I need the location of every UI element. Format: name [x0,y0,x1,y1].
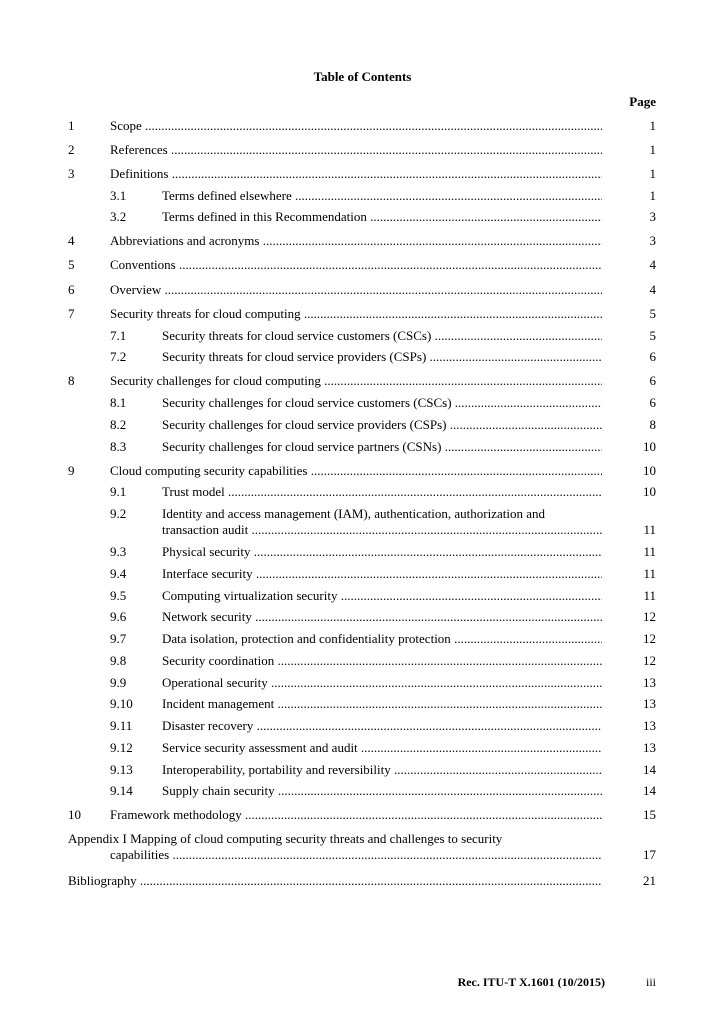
toc-entry-number: 9.4 [110,566,127,581]
toc-entry-number: 10 [68,807,81,822]
toc-entry-number: 5 [68,257,75,272]
toc-entry-text: Network security ..... [162,609,602,625]
toc-entry-page: 11 [643,588,656,603]
toc-entry-page: 1 [649,188,656,203]
toc-entry-text: Computing virtualization security ..... [162,588,602,604]
toc-entry-page: 14 [643,783,656,798]
toc-entry-page: 6 [649,373,656,388]
toc-entry-number: 9.12 [110,740,133,755]
toc-entry-page: 8 [649,417,656,432]
toc-entry-number: 9.13 [110,762,133,777]
toc-entry-number: 9.3 [110,544,127,559]
toc-entry-page: 14 [643,762,656,777]
toc-entry-number: 2 [68,142,75,157]
toc-entry-number: 9.8 [110,653,127,668]
toc-entry-number: 9 [68,463,75,478]
toc-entry-number: 9.10 [110,696,133,711]
toc-entry-text: Physical security ..... [162,544,602,560]
toc-entry-text: Conventions ..... [110,257,602,273]
toc-entry-text: Interface security ..... [162,566,602,582]
toc-entry-text: Security challenges for cloud computing ..... [110,373,602,389]
toc-entry-number: 8.2 [110,417,127,432]
toc-entry-page: 12 [643,653,656,668]
toc-entry-number: 7.2 [110,349,127,364]
toc-entry-text: Incident management ..... [162,696,602,712]
toc-entry-text: Security coordination ..... [162,653,602,669]
toc-entry-text: Scope ..... [110,118,602,134]
toc-entry-number: 3.2 [110,209,127,224]
toc-entry-number: 3 [68,166,75,181]
toc-entry-text: Disaster recovery ..... [162,718,602,734]
toc-entry-page: 10 [643,484,656,499]
toc-entry-page: 11 [643,544,656,559]
toc-entry-page: 4 [649,257,656,272]
footer-recommendation: Rec. ITU-T X.1601 (10/2015) [457,975,605,989]
toc-entry-text: Security challenges for cloud service providers (CSPs) ..... [162,417,602,433]
toc-entry-page: 10 [643,463,656,478]
toc-entry-text: Interoperability, portability and reversibility ..... [162,762,602,778]
toc-entry-text: Terms defined elsewhere ..... [162,188,602,204]
toc-entry-text: transaction audit ..... [162,522,602,538]
toc-entry-number: 7 [68,306,75,321]
toc-entry-page: 1 [649,118,656,133]
toc-entry-text: Definitions ..... [110,166,602,182]
toc-entry-number: 9.2 [110,506,127,521]
toc-entry-page: 1 [649,166,656,181]
toc-entry-number: 9.11 [110,718,133,733]
toc-entry-page: 5 [649,306,656,321]
toc-entry-page: 13 [643,696,656,711]
toc-entry-page: 6 [649,395,656,410]
toc-entry-text: Bibliography ..... [68,873,602,889]
toc-entry-text-line1: Appendix I Mapping of cloud computing security threats and challenges to security [68,831,503,846]
toc-entry-text: Supply chain security ..... [162,783,602,799]
toc-entry-page: 10 [643,439,656,454]
toc-entry-number: 7.1 [110,328,127,343]
toc-entry-page: 4 [649,282,656,297]
toc-entry-text: Security challenges for cloud service customers (CSCs) ..... [162,395,602,411]
toc-entry-number: 1 [68,118,75,133]
toc-entry-page: 17 [643,847,656,862]
toc-entry-number: 6 [68,282,75,297]
toc-entry-page: 13 [643,718,656,733]
toc-entry-page: 3 [649,209,656,224]
toc-entry-number: 9.9 [110,675,127,690]
toc-entry-page: 5 [649,328,656,343]
toc-entry-text: Security challenges for cloud service partners (CSNs) ..... [162,439,602,455]
toc-entry-text: Framework methodology ..... [110,807,602,823]
toc-entry-text: Abbreviations and acronyms ..... [110,233,602,249]
page-column-header: Page [629,94,656,109]
footer-page-number: iii [645,975,656,989]
toc-entry-text: capabilities ..... [110,847,602,863]
toc-entry-number: 3.1 [110,188,127,203]
toc-entry-text: Operational security ..... [162,675,602,691]
toc-entry-number: 8.1 [110,395,127,410]
toc-entry-text: Cloud computing security capabilities ..... [110,463,602,479]
toc-entry-page: 11 [643,566,656,581]
toc-entry-text: Security threats for cloud service providers (CSPs) ..... [162,349,602,365]
toc-entry-number: 8 [68,373,75,388]
toc-entry-text: References ..... [110,142,602,158]
toc-entry-page: 12 [643,631,656,646]
toc-title: Table of Contents [313,69,412,84]
toc-entry-number: 9.14 [110,783,133,798]
toc-entry-page: 6 [649,349,656,364]
toc-entry-page: 13 [643,740,656,755]
toc-entry-text: Security threats for cloud computing ..... [110,306,602,322]
toc-entry-page: 11 [643,522,656,537]
toc-entry-text-line1: Identity and access management (IAM), authentication, authorization and [162,506,545,521]
toc-entry-text: Terms defined in this Recommendation ..... [162,209,602,225]
toc-entry-page: 3 [649,233,656,248]
toc-entry-text: Data isolation, protection and confidentiality protection ..... [162,631,602,647]
toc-entry-page: 21 [643,873,656,888]
toc-entry-number: 9.5 [110,588,127,603]
toc-entry-text: Overview ..... [110,282,602,298]
toc-entry-number: 9.1 [110,484,127,499]
toc-entry-text: Service security assessment and audit ..... [162,740,602,756]
toc-entry-text: Trust model ..... [162,484,602,500]
toc-entry-text: Security threats for cloud service customers (CSCs) ..... [162,328,602,344]
toc-entry-page: 1 [649,142,656,157]
toc-entry-number: 4 [68,233,75,248]
toc-entry-number: 9.7 [110,631,127,646]
toc-entry-page: 12 [643,609,656,624]
toc-entry-page: 15 [643,807,656,822]
toc-entry-number: 9.6 [110,609,127,624]
toc-entry-number: 8.3 [110,439,127,454]
toc-entry-page: 13 [643,675,656,690]
